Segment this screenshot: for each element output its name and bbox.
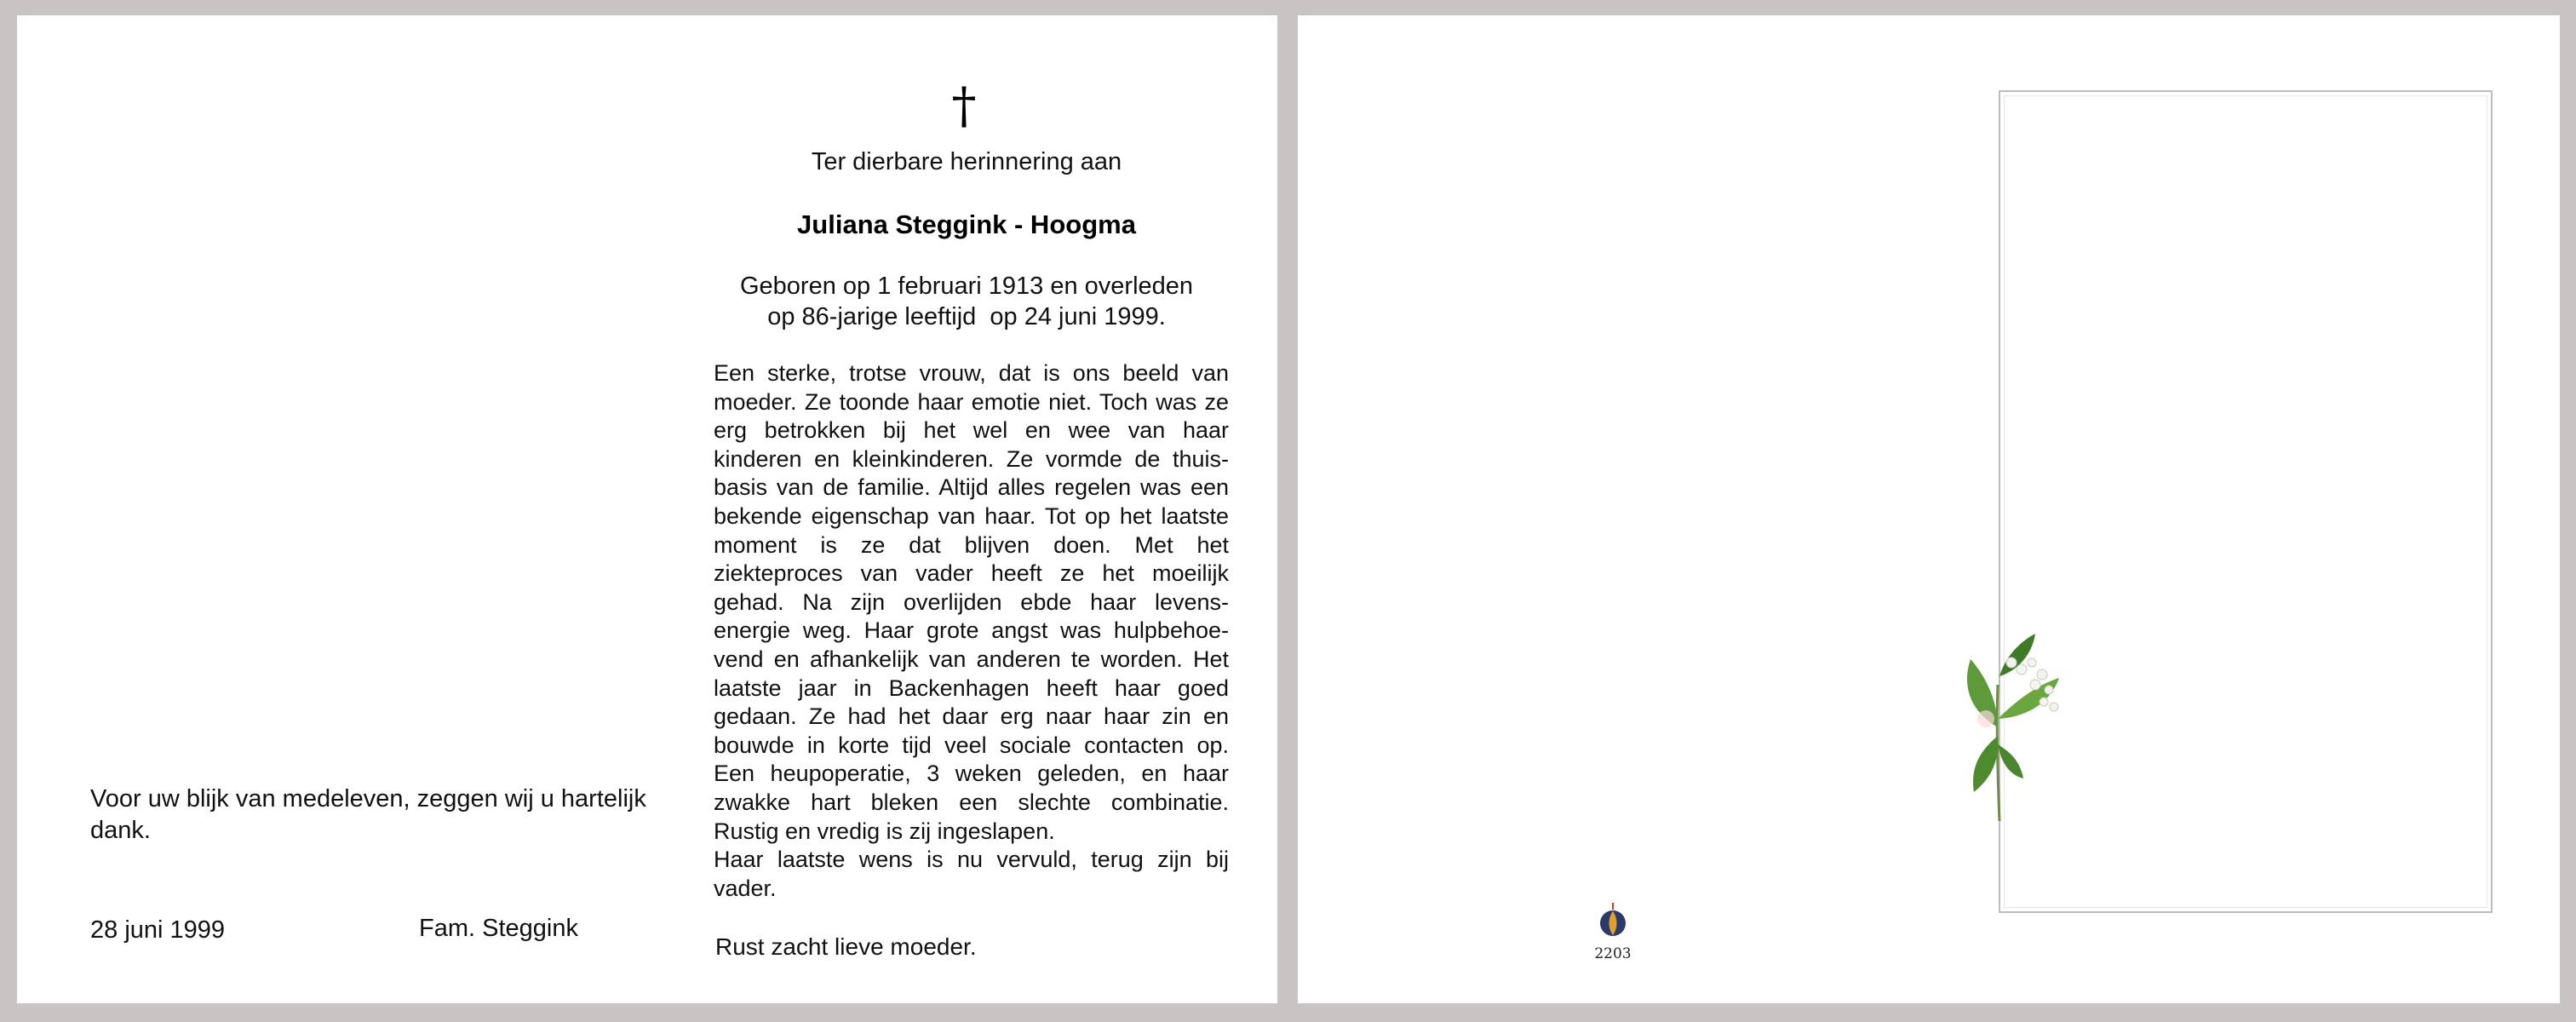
photo-frame-inner: [2004, 95, 2487, 908]
memorial-intro: Ter dierbare herinnering aan: [811, 148, 1122, 175]
thanks-text: Voor uw blijk van medeleven, zeggen wij u hartelijk dank.: [90, 785, 646, 844]
print-code: 2203: [1594, 945, 1632, 962]
life-dates-line-2: op 86-jarige leeftijd op 24 juni 1999.: [767, 303, 1166, 330]
tribute-final-wish: Haar laatste wens is nu vervuld, terug zijn bij vader.: [714, 847, 1229, 901]
life-dates-line-1: Geboren op 1 februari 1913 en overleden: [739, 273, 1194, 300]
tribute-paragraph: Een sterke, trotse vrouw, dat is ons beeld van moeder. Ze toonde haar emotie niet. Toch was ze erg betrokken bij het wel en wee van haar kinderen en kleinkinderen. Ze vormde de thuis-basis van de familie. Altijd alles regelen was een bekende eigenschap van haar. Tot op het laatste moment is ze dat blijven doen. Met het ziekteproces van vader heeft ze het moeilijk gehad. Na zijn overlijden ebde haar levens-energie weg. Haar grote angst was hulpbehoe-vend en afhankelijk van anderen te worden. Het laatste jaar in Backenhagen heeft haar goed gedaan. Ze had het daar erg naar haar zin en bouwde in korte tijd veel sociale contacten op. Een heupoperatie, 3 weken geleden, en haar zwakke hart bleken een slechte combinatie. Rustig en vredig is zij ingeslapen.: [714, 360, 1229, 844]
tribute-text: [714, 359, 1229, 903]
closing-date: 28 juni 1999: [90, 916, 226, 944]
card-inside: [17, 15, 1277, 1003]
lily-of-the-valley-icon: [1960, 625, 2071, 830]
farewell-line: Rust zacht lieve moeder.: [715, 933, 977, 960]
family-signature: Fam. Steggink: [419, 915, 578, 942]
life-dates: [698, 271, 1235, 332]
card-outside: [1298, 15, 2560, 1003]
deceased-name: Juliana Steggink - Hoogma: [797, 210, 1136, 239]
cross-icon: †: [951, 77, 977, 135]
printer-logo-icon: [1596, 901, 1630, 939]
